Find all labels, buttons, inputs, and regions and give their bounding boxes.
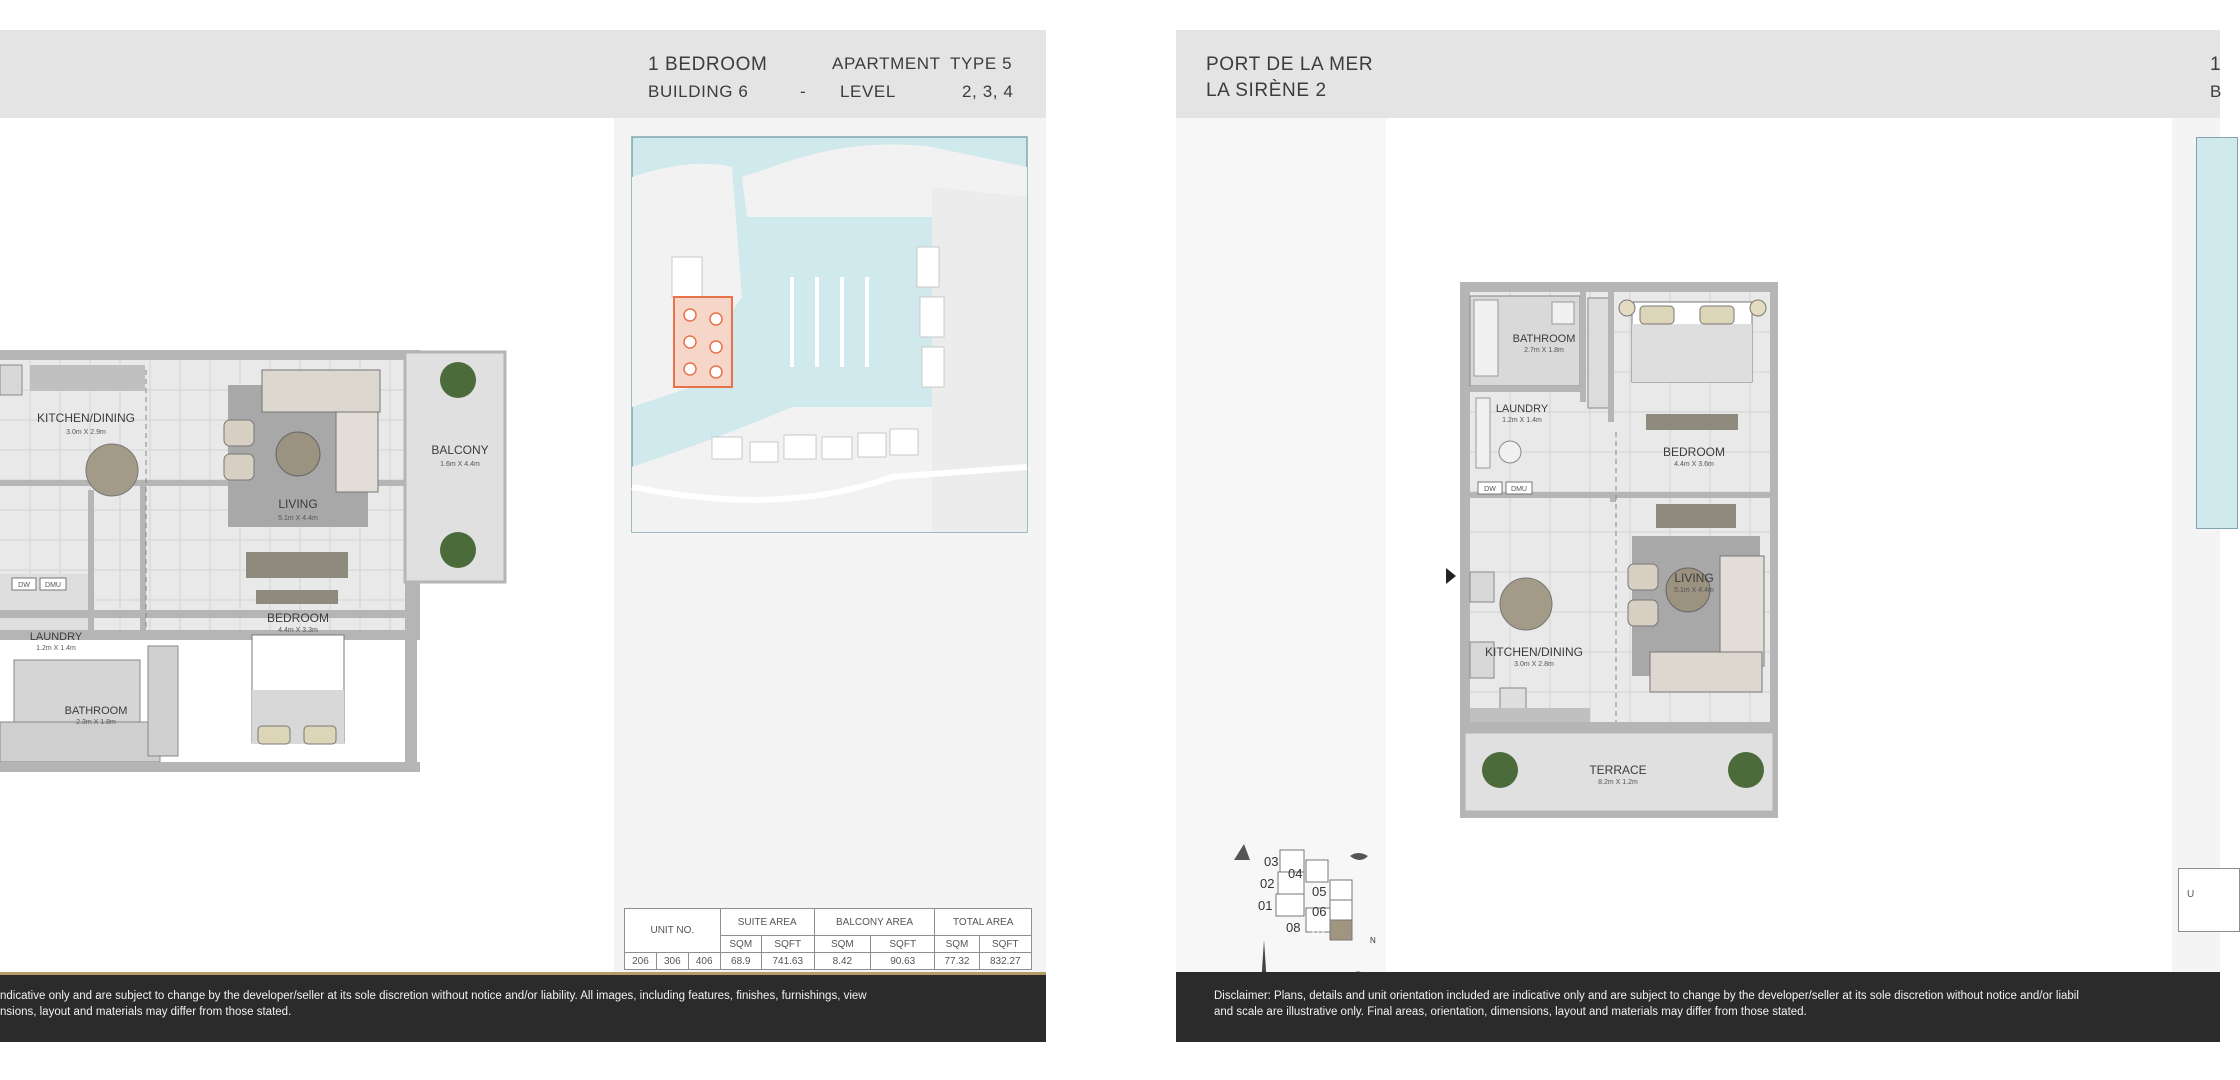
disclaimer-text bbox=[0, 988, 1046, 1020]
level-label: LEVEL bbox=[840, 82, 896, 101]
apartment-label: APARTMENT bbox=[832, 54, 941, 73]
total-sqm-value: 77.32 bbox=[935, 953, 979, 970]
type-label: TYPE 5 bbox=[950, 54, 1013, 73]
room-label-kitchen: KITCHEN/DINING bbox=[36, 411, 136, 425]
dmu-label: DMU bbox=[45, 582, 61, 589]
total-sqm-header: SQM bbox=[935, 936, 979, 953]
room-dim-kitchen: 3.0m X 2.8m bbox=[1514, 661, 1554, 668]
room-dim-bathroom: 2.3m X 1.8m bbox=[76, 719, 116, 726]
key-plan-unit-highlighted: 07 bbox=[1312, 924, 1327, 939]
room-dim-bedroom: 4.4m X 3.3m bbox=[278, 627, 318, 634]
room-label-bathroom: BATHROOM bbox=[1512, 333, 1576, 345]
disclaimer-line: and scale are illustrative only. Final areas, orientation, dimensions, layout and materials may differ from those stated. bbox=[1214, 1006, 1807, 1018]
key-plan-unit: 04 bbox=[1288, 866, 1303, 881]
key-plan-unit: 01 bbox=[1258, 898, 1273, 913]
dmu-label: DMU bbox=[1511, 486, 1527, 493]
key-plan-unit: 06 bbox=[1312, 904, 1327, 919]
room-label-bedroom: BEDROOM bbox=[1662, 445, 1726, 459]
disclaimer-footer bbox=[1176, 972, 2220, 1042]
room-dim-laundry: 1.2m X 1.4m bbox=[36, 645, 76, 652]
balcony-sqm-header: SQM bbox=[814, 936, 870, 953]
page-header bbox=[0, 30, 1046, 118]
building-name: LA SIRÈNE 2 bbox=[1206, 80, 1327, 101]
suite-sqft-header: SQFT bbox=[761, 936, 814, 953]
location-map-partial bbox=[2196, 137, 2238, 529]
room-label-laundry: LAUNDRY bbox=[1495, 403, 1549, 415]
building-label: BUILDING 6 bbox=[648, 82, 749, 101]
bedroom-count-partial: 1 bbox=[2210, 54, 2222, 75]
dw-label: DW bbox=[18, 582, 30, 589]
room-label-bedroom: BEDROOM bbox=[266, 611, 330, 625]
total-sqft-value: 832.27 bbox=[979, 953, 1031, 970]
suite-sqm-header: SQM bbox=[720, 936, 761, 953]
suite-sqm-value: 68.9 bbox=[720, 953, 761, 970]
room-dim-balcony: 1.6m X 4.4m bbox=[440, 461, 480, 468]
room-label-terrace: TERRACE bbox=[1589, 763, 1647, 777]
header-separator: - bbox=[800, 82, 807, 101]
balcony-sqft-value: 90.63 bbox=[871, 953, 935, 970]
floor-plan bbox=[0, 330, 520, 790]
disclaimer-line: nsions, layout and materials may differ from those stated. bbox=[0, 1006, 292, 1018]
unit-no-header-partial: U bbox=[2187, 889, 2195, 900]
area-table-partial bbox=[2178, 868, 2240, 932]
page-header bbox=[1176, 30, 2220, 118]
accent-rule bbox=[0, 972, 1046, 975]
table-row bbox=[625, 953, 1032, 970]
levels-value: 2, 3, 4 bbox=[962, 82, 1014, 101]
unit-no-header: UNIT NO. bbox=[625, 909, 721, 953]
room-label-laundry: LAUNDRY bbox=[29, 631, 83, 643]
room-dim-laundry: 1.2m X 1.4m bbox=[1502, 417, 1542, 424]
room-dim-bathroom: 2.7m X 1.8m bbox=[1524, 347, 1564, 354]
room-dim-bedroom: 4.4m X 3.6m bbox=[1674, 461, 1714, 468]
disclaimer-line: ndicative only and are subject to change by the developer/seller at its sole discretion without notice and/or liability. All images, including features, finishes, furnishings, view bbox=[0, 990, 867, 1002]
sailboat-icon bbox=[1234, 844, 1250, 860]
balcony-area-header: BALCONY AREA bbox=[814, 909, 935, 936]
unit-number: 306 bbox=[656, 953, 688, 970]
suite-area-header: SUITE AREA bbox=[720, 909, 814, 936]
dw-label: DW bbox=[1484, 486, 1496, 493]
room-label-living: LIVING bbox=[1674, 571, 1714, 585]
entry-arrow-icon bbox=[1446, 568, 1456, 584]
disclaimer-text bbox=[1214, 988, 2220, 1020]
brochure-page-right bbox=[1176, 30, 2220, 1042]
balcony-sqm-value: 8.42 bbox=[814, 953, 870, 970]
unit-number: 406 bbox=[688, 953, 720, 970]
total-sqft-header: SQFT bbox=[979, 936, 1031, 953]
room-label-bathroom: BATHROOM bbox=[64, 705, 128, 717]
compass-north-label: N bbox=[1370, 936, 1376, 945]
disclaimer-footer bbox=[0, 972, 1046, 1042]
project-name: PORT DE LA MER bbox=[1206, 54, 1374, 75]
room-dim-living: 5.1m X 4.4m bbox=[278, 515, 318, 522]
bedroom-count: 1 BEDROOM bbox=[648, 54, 768, 75]
unit-number: 206 bbox=[625, 953, 657, 970]
key-plan-unit: 05 bbox=[1312, 884, 1327, 899]
brochure-page-left bbox=[0, 30, 1046, 1042]
room-dim-kitchen: 3.0m X 2.9m bbox=[66, 429, 106, 436]
location-map bbox=[632, 137, 1027, 532]
fish-icon bbox=[1350, 853, 1368, 860]
floor-plan bbox=[1440, 252, 1800, 832]
room-label-balcony: BALCONY bbox=[431, 443, 489, 457]
total-area-header: TOTAL AREA bbox=[935, 909, 1032, 936]
key-plan-unit: 03 bbox=[1264, 854, 1279, 869]
room-dim-living: 5.1m X 4.4m bbox=[1674, 587, 1714, 594]
building-label-partial: B bbox=[2210, 82, 2222, 101]
room-label-kitchen: KITCHEN/DINING bbox=[1484, 645, 1584, 659]
suite-sqft-value: 741.63 bbox=[761, 953, 814, 970]
key-plan-unit: 08 bbox=[1286, 920, 1301, 935]
area-table bbox=[624, 908, 1032, 970]
key-plan-unit: 02 bbox=[1260, 876, 1275, 891]
disclaimer-line: Disclaimer: Plans, details and unit orientation included are indicative only and are subject to change by the developer/seller at its sole discretion without notice and/or liabil bbox=[1214, 990, 2079, 1002]
room-dim-terrace: 8.2m X 1.2m bbox=[1598, 779, 1638, 786]
balcony-sqft-header: SQFT bbox=[871, 936, 935, 953]
room-label-living: LIVING bbox=[278, 497, 318, 511]
